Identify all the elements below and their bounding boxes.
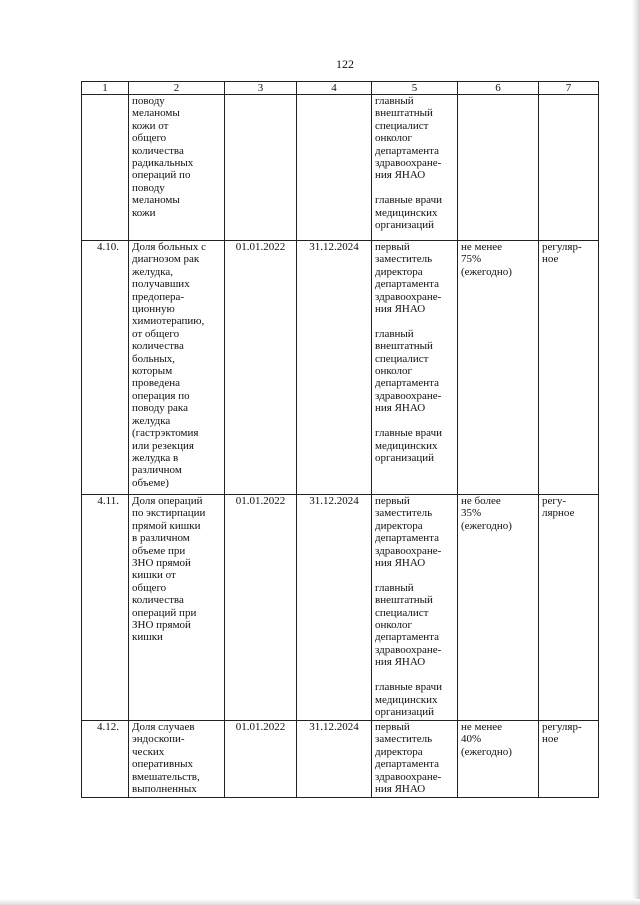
column-header: 7 [539,82,599,95]
table-row [82,721,599,798]
periodicity-cell: регуляр- ное [539,241,599,495]
target-value-cell: не менее 75% (ежегодно) [458,241,539,495]
column-header: 1 [82,82,129,95]
target-value-cell [458,95,539,241]
start-date-cell: 01.01.2022 [225,721,297,798]
end-date-cell: 31.12.2024 [297,241,372,495]
responsible-cell: главный внештатный специалист онколог департамента здравоохране- ния ЯНАО главные врачи медицинских организаций [372,95,458,241]
responsible-cell: первый заместитель директора департамента здравоохране- ния ЯНАО [372,721,458,798]
column-header: 6 [458,82,539,95]
target-value-cell: не более 35% (ежегодно) [458,495,539,721]
table-row [82,241,599,495]
measures-table [81,81,599,798]
end-date-cell: 31.12.2024 [297,721,372,798]
row-number: 4.11. [82,495,129,721]
responsible-cell: первый заместитель директора департамента здравоохране- ния ЯНАО главный внештатный специалист онколог департамента здравоохране- ния ЯНАО главные врачи медицинских организаций [372,241,458,495]
table-row [82,495,599,721]
table-header-row [82,82,599,95]
page-edge-shadow [632,0,640,905]
indicator-cell: Доля операций по экстирпации прямой кишки в различном объеме при ЗНО прямой кишки от общего количества операций при ЗНО прямой кишки [129,495,225,721]
page-bottom-shadow [0,899,640,905]
start-date-cell: 01.01.2022 [225,495,297,721]
responsible-cell: первый заместитель директора департамента здравоохране- ния ЯНАО главный внештатный специалист онколог департамента здравоохране- ния ЯНАО главные врачи медицинских организаций [372,495,458,721]
row-number: 4.12. [82,721,129,798]
column-header: 2 [129,82,225,95]
indicator-cell: поводу меланомы кожи от общего количества радикальных операций по поводу меланомы кожи [129,95,225,241]
end-date-cell: 31.12.2024 [297,495,372,721]
table-row [82,95,599,241]
page-number: 122 [336,57,354,71]
start-date-cell [225,95,297,241]
indicator-cell: Доля больных с диагнозом рак желудка, получавших предопера- ционную химиотерапию, от общего количества больных, которым проведена операция по поводу рака желудка (гастрэктомия или резекция желудка в различном объеме) [129,241,225,495]
column-header: 3 [225,82,297,95]
indicator-cell: Доля случаев эндоскопи- ческих оперативных вмешательств, выполненных [129,721,225,798]
target-value-cell: не менее 40% (ежегодно) [458,721,539,798]
column-header: 5 [372,82,458,95]
periodicity-cell: регуляр- ное [539,721,599,798]
row-number [82,95,129,241]
periodicity-cell [539,95,599,241]
row-number: 4.10. [82,241,129,495]
column-header: 4 [297,82,372,95]
start-date-cell: 01.01.2022 [225,241,297,495]
periodicity-cell: регу- лярное [539,495,599,721]
end-date-cell [297,95,372,241]
